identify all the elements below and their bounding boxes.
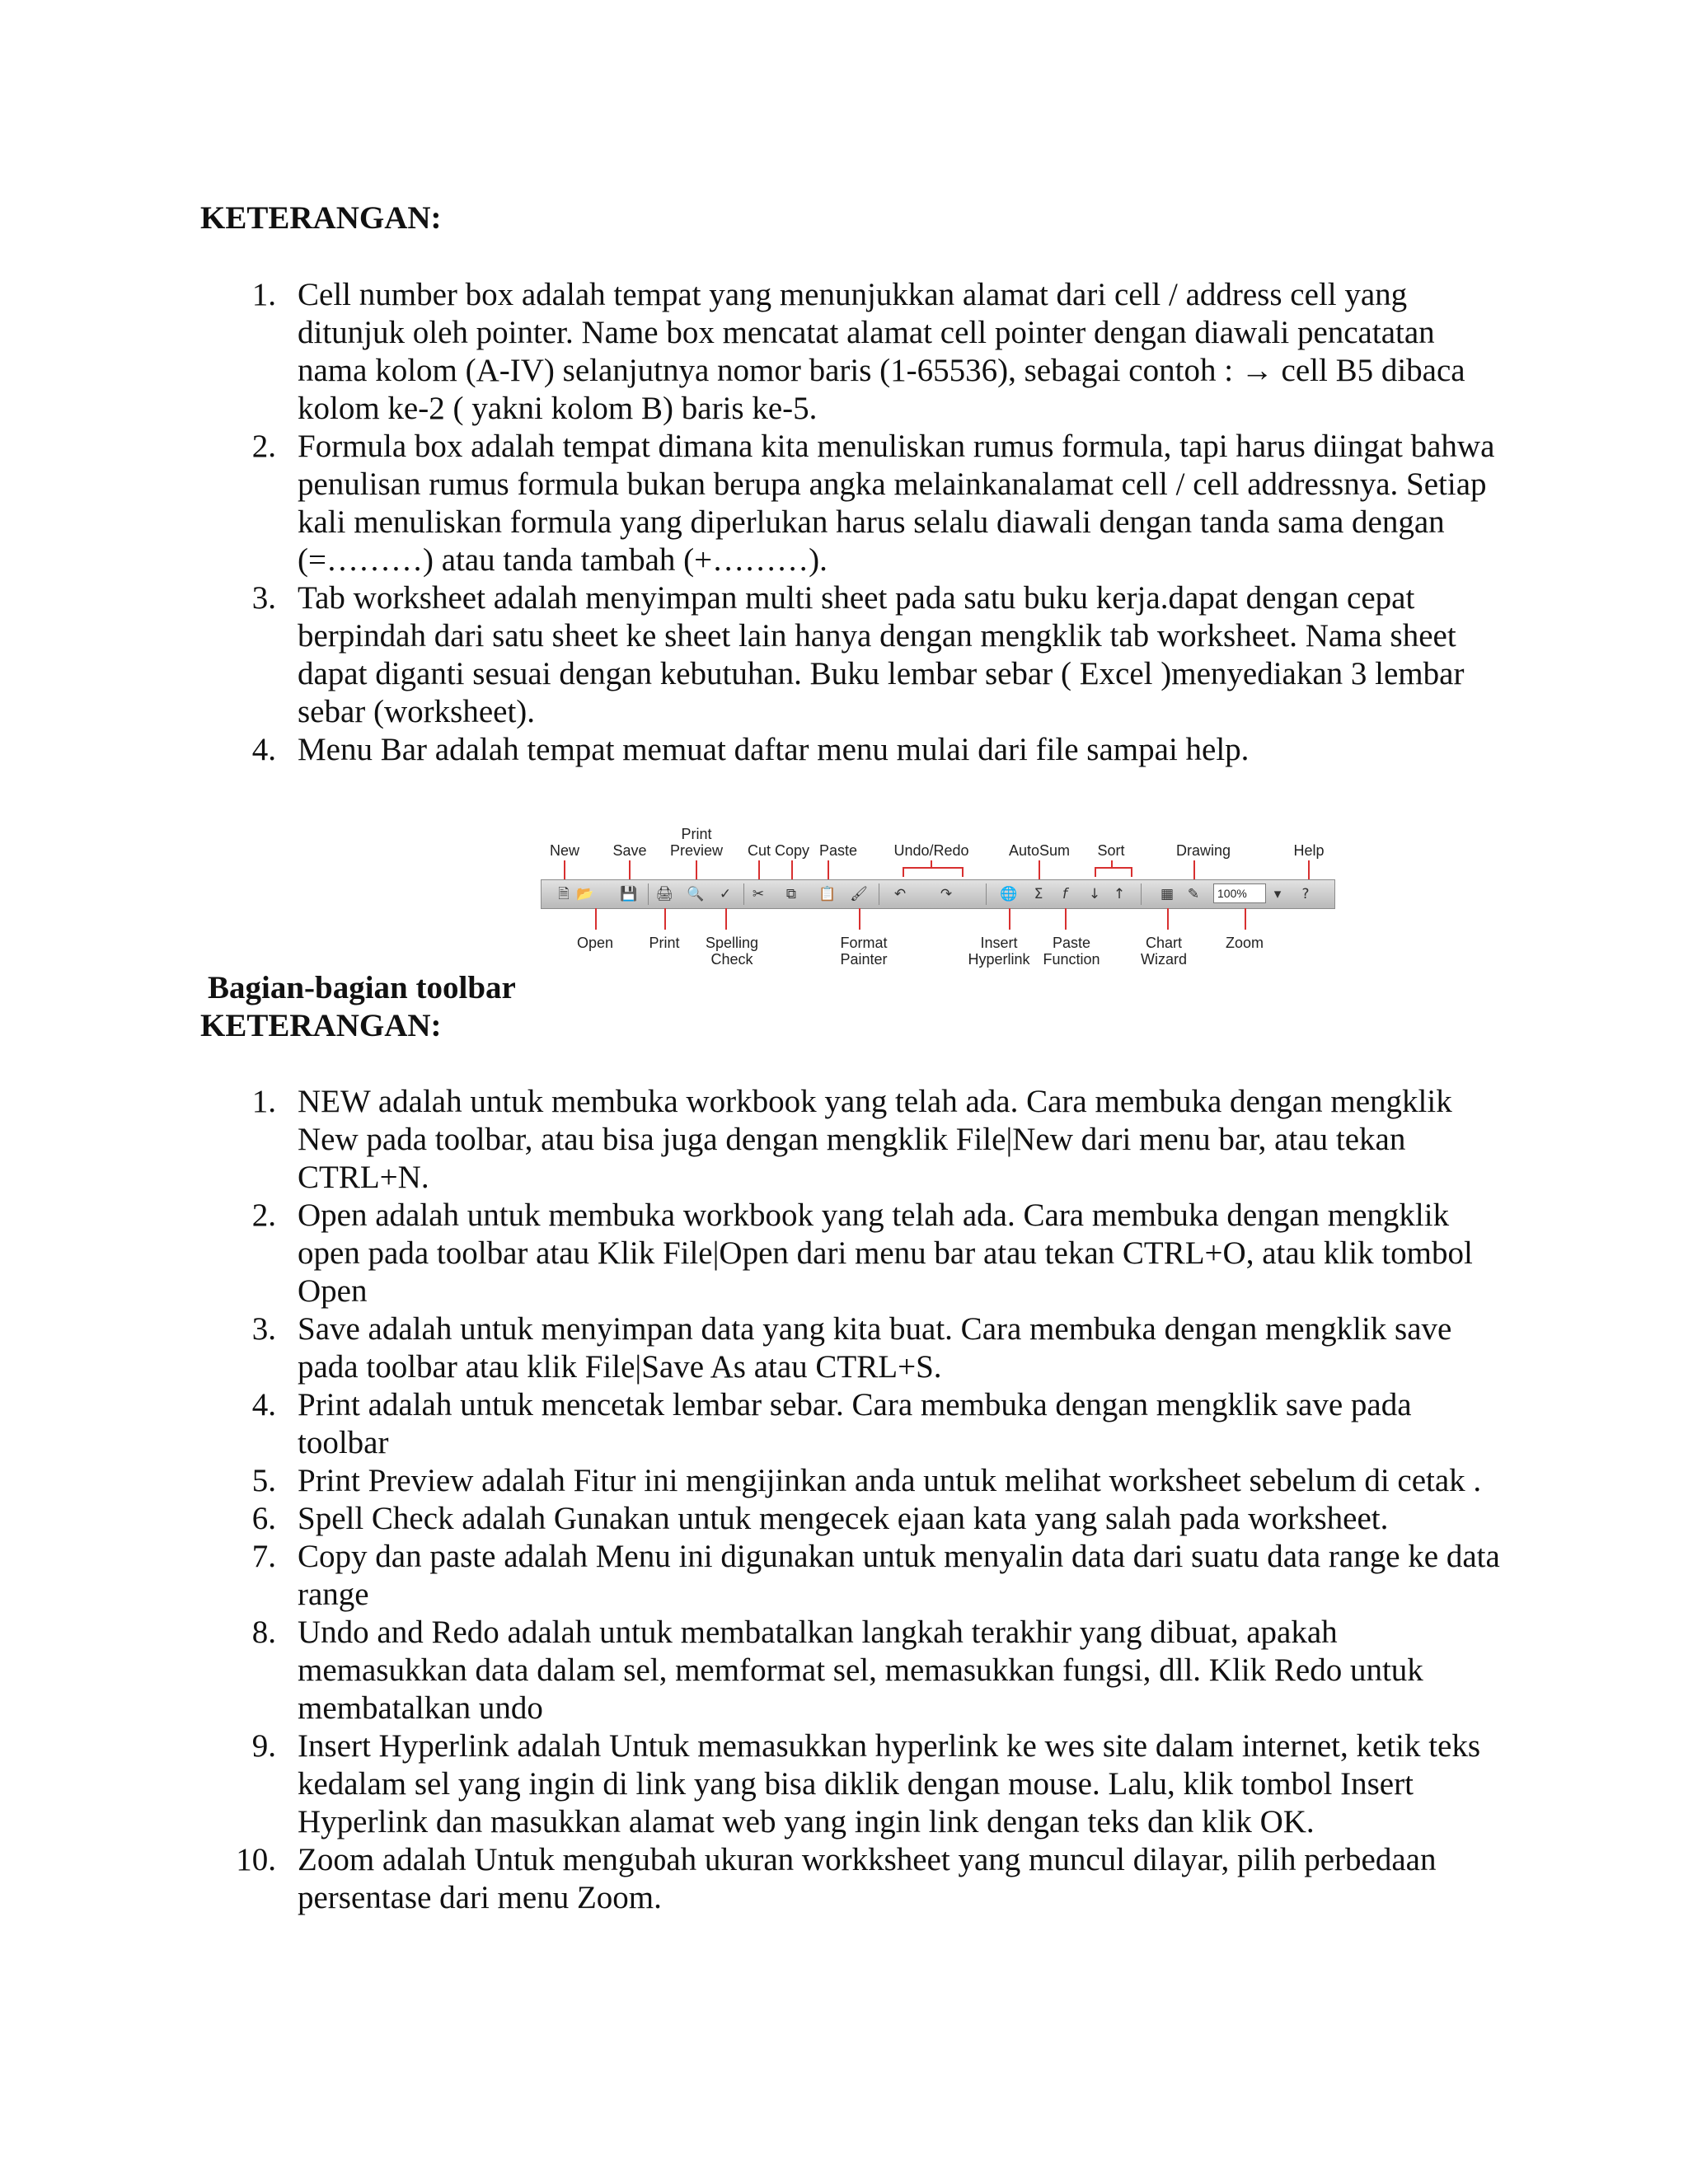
pointer-spelling-check (725, 908, 727, 930)
label-undo-redo: Undo/Redo (893, 842, 969, 859)
list-item: 3. Tab worksheet adalah menyimpan multi sheet pada satu buku kerja.dapat dengan cepat berpindah dari satu sheet ke sheet lain hanya dengan mengklik tab worksheet. Nama sheet dapat diganti sesuai dengan kebutuhan. Buku lembar sebar ( Excel )menyediakan 3 lembar sebar (worksheet). (251, 580, 1465, 729)
label-cut: Cut (747, 842, 771, 859)
save-icon[interactable]: 💾 (620, 886, 638, 902)
pointer-help (1308, 860, 1310, 880)
pointer-sort (1111, 860, 1113, 869)
section2-heading: KETERANGAN: (200, 1008, 442, 1043)
section1-list (200, 276, 1503, 769)
paste-icon[interactable]: 📋 (818, 886, 837, 902)
toolbar-figure (528, 816, 1352, 989)
label-paste-function: Paste Function (1043, 935, 1100, 968)
label-paste: Paste (818, 842, 858, 859)
label-print: Print (649, 935, 680, 951)
pointer-print (664, 908, 666, 930)
label-help: Help (1293, 842, 1325, 859)
sort-ascending-icon[interactable]: ↓ (1088, 886, 1101, 902)
pointer-zoom (1245, 908, 1246, 930)
pointer-copy (791, 860, 793, 880)
label-autosum: AutoSum (1008, 842, 1071, 859)
pointer-chart-wizard (1167, 908, 1169, 930)
print-preview-icon[interactable]: 🔍 (687, 886, 705, 902)
label-print-preview-line1: Print (681, 826, 712, 842)
figure-caption: Bagian-bagian toolbar (208, 970, 516, 1005)
label-save: Save (612, 842, 647, 859)
list-item: 4. Print adalah untuk mencetak lembar sebar. Cara membuka dengan mengklik save pada toolbar (251, 1387, 1412, 1460)
pointer-open (595, 908, 597, 930)
pointer-drawing (1193, 860, 1195, 880)
format-painter-icon[interactable]: 🖌 (850, 886, 868, 902)
sort-descending-icon[interactable]: ↑ (1113, 886, 1126, 902)
label-spelling-check: Spelling Check (705, 935, 759, 968)
label-chart-wizard: Chart Wizard (1140, 935, 1187, 968)
label-print-preview-line2: Preview (669, 842, 724, 859)
pointer-print-preview (696, 860, 697, 880)
help-icon[interactable]: ? (1301, 886, 1310, 902)
print-icon[interactable]: 🖨 (655, 886, 673, 902)
toolbar-separator (648, 883, 649, 905)
pointer-paste (828, 860, 829, 880)
hyperlink-icon[interactable]: 🌐 (1000, 886, 1018, 902)
zoom-select[interactable]: 100% (1213, 883, 1266, 903)
cut-icon[interactable]: ✂ (752, 886, 765, 902)
list-item: 4. Menu Bar adalah tempat memuat daftar menu mulai dari file sampai help. (251, 732, 1250, 767)
pointer-undo-redo (931, 860, 932, 869)
bracket-undo-redo (903, 867, 964, 877)
label-new: New (549, 842, 580, 859)
pointer-save (629, 860, 631, 880)
list-item: 5. Print Preview adalah Fitur ini mengijinkan anda untuk melihat worksheet sebelum di cetak . (251, 1463, 1482, 1498)
new-icon[interactable]: 🗎 (558, 886, 570, 902)
list-item: 2. Open adalah untuk membuka workbook yang telah ada. Cara membuka dengan mengklik open pada toolbar atau Klik File|Open dari menu bar atau tekan CTRL+O, atau klik tombol Open (251, 1197, 1473, 1309)
undo-icon[interactable]: ↶ (893, 886, 907, 902)
chevron-down-icon[interactable]: ▾ (1273, 886, 1282, 902)
label-zoom: Zoom (1225, 935, 1264, 951)
list-item: 1. NEW adalah untuk membuka workbook yang telah ada. Cara membuka dengan mengklik New pada toolbar, atau bisa juga dengan mengklik File|New dari menu bar, atau tekan CTRL+N. (251, 1084, 1452, 1195)
section2-list (200, 1083, 1503, 1917)
paste-function-icon[interactable]: f (1062, 886, 1067, 902)
list-item: 7. Copy dan paste adalah Menu ini digunakan untuk menyalin data dari suatu data range ke data range (251, 1539, 1500, 1612)
open-icon[interactable]: 📂 (576, 886, 594, 902)
pointer-cut (758, 860, 760, 880)
pointer-paste-function (1065, 908, 1067, 930)
drawing-icon[interactable]: ✎ (1187, 886, 1200, 902)
label-format-painter: Format Painter (840, 935, 888, 968)
list-item: 1. Cell number box adalah tempat yang menunjukkan alamat dari cell / address cell yang ditunjuk oleh pointer. Name box mencatat alamat cell pointer dengan diawali pencatatan nama kolom (A-IV) selanjutnya nomor baris (1-65536), sebagai contoh : → cell B5 dibaca kolom ke-2 ( yakni kolom B) baris ke-5. (251, 277, 1465, 426)
label-insert-hyperlink: Insert Hyperlink (968, 935, 1030, 968)
spelling-icon[interactable]: ✓ (719, 886, 732, 902)
toolbar-separator (1141, 883, 1142, 905)
label-copy: Copy (774, 842, 810, 859)
chart-wizard-icon[interactable]: ▦ (1160, 886, 1175, 902)
autosum-icon[interactable]: Σ (1034, 886, 1043, 902)
label-drawing: Drawing (1175, 842, 1231, 859)
list-item: 9. Insert Hyperlink adalah Untuk memasukkan hyperlink ke wes site dalam internet, ketik teks kedalam sel yang ingin di link yang bisa diklik dengan mouse. Lalu, klik tombol Insert Hyperlink dan masukkan alamat web yang ingin link dengan teks dan klik OK. (251, 1728, 1481, 1840)
pointer-new (564, 860, 565, 880)
list-item: 3. Save adalah untuk menyimpan data yang kita buat. Cara membuka dengan mengklik save pada toolbar atau klik File|Save As atau CTRL+S. (251, 1311, 1452, 1385)
list-item: 10. Zoom adalah Untuk mengubah ukuran workksheet yang muncul dilayar, pilih perbedaan persentase dari menu Zoom. (236, 1842, 1437, 1915)
pointer-format-painter (859, 908, 860, 930)
redo-icon[interactable]: ↷ (940, 886, 953, 902)
pointer-autosum (1039, 860, 1040, 880)
toolbar-separator (743, 883, 744, 905)
label-sort: Sort (1097, 842, 1125, 859)
label-open: Open (576, 935, 614, 951)
list-item: 2. Formula box adalah tempat dimana kita menuliskan rumus formula, tapi harus diingat bahwa penulisan rumus formula bukan berupa angka melainkanalamat cell / cell addressnya. Setiap kali menuliskan formula yang diperlukan harus selalu diawali dengan tanda sama dengan (=………) atau tanda tambah (+………). (251, 429, 1495, 578)
list-item: 6. Spell Check adalah Gunakan untuk mengecek ejaan kata yang salah pada worksheet. (251, 1501, 1389, 1536)
copy-icon[interactable]: ⧉ (785, 886, 797, 902)
list-item: 8. Undo and Redo adalah untuk membatalkan langkah terakhir yang dibuat, apakah memasukkan data dalam sel, memformat sel, memasukkan fungsi, dll. Klik Redo untuk membatalkan undo (251, 1615, 1423, 1726)
pointer-insert-hyperlink (1009, 908, 1010, 930)
toolbar-separator (986, 883, 987, 905)
bracket-sort (1095, 867, 1132, 877)
section1-heading: KETERANGAN: (200, 200, 442, 236)
